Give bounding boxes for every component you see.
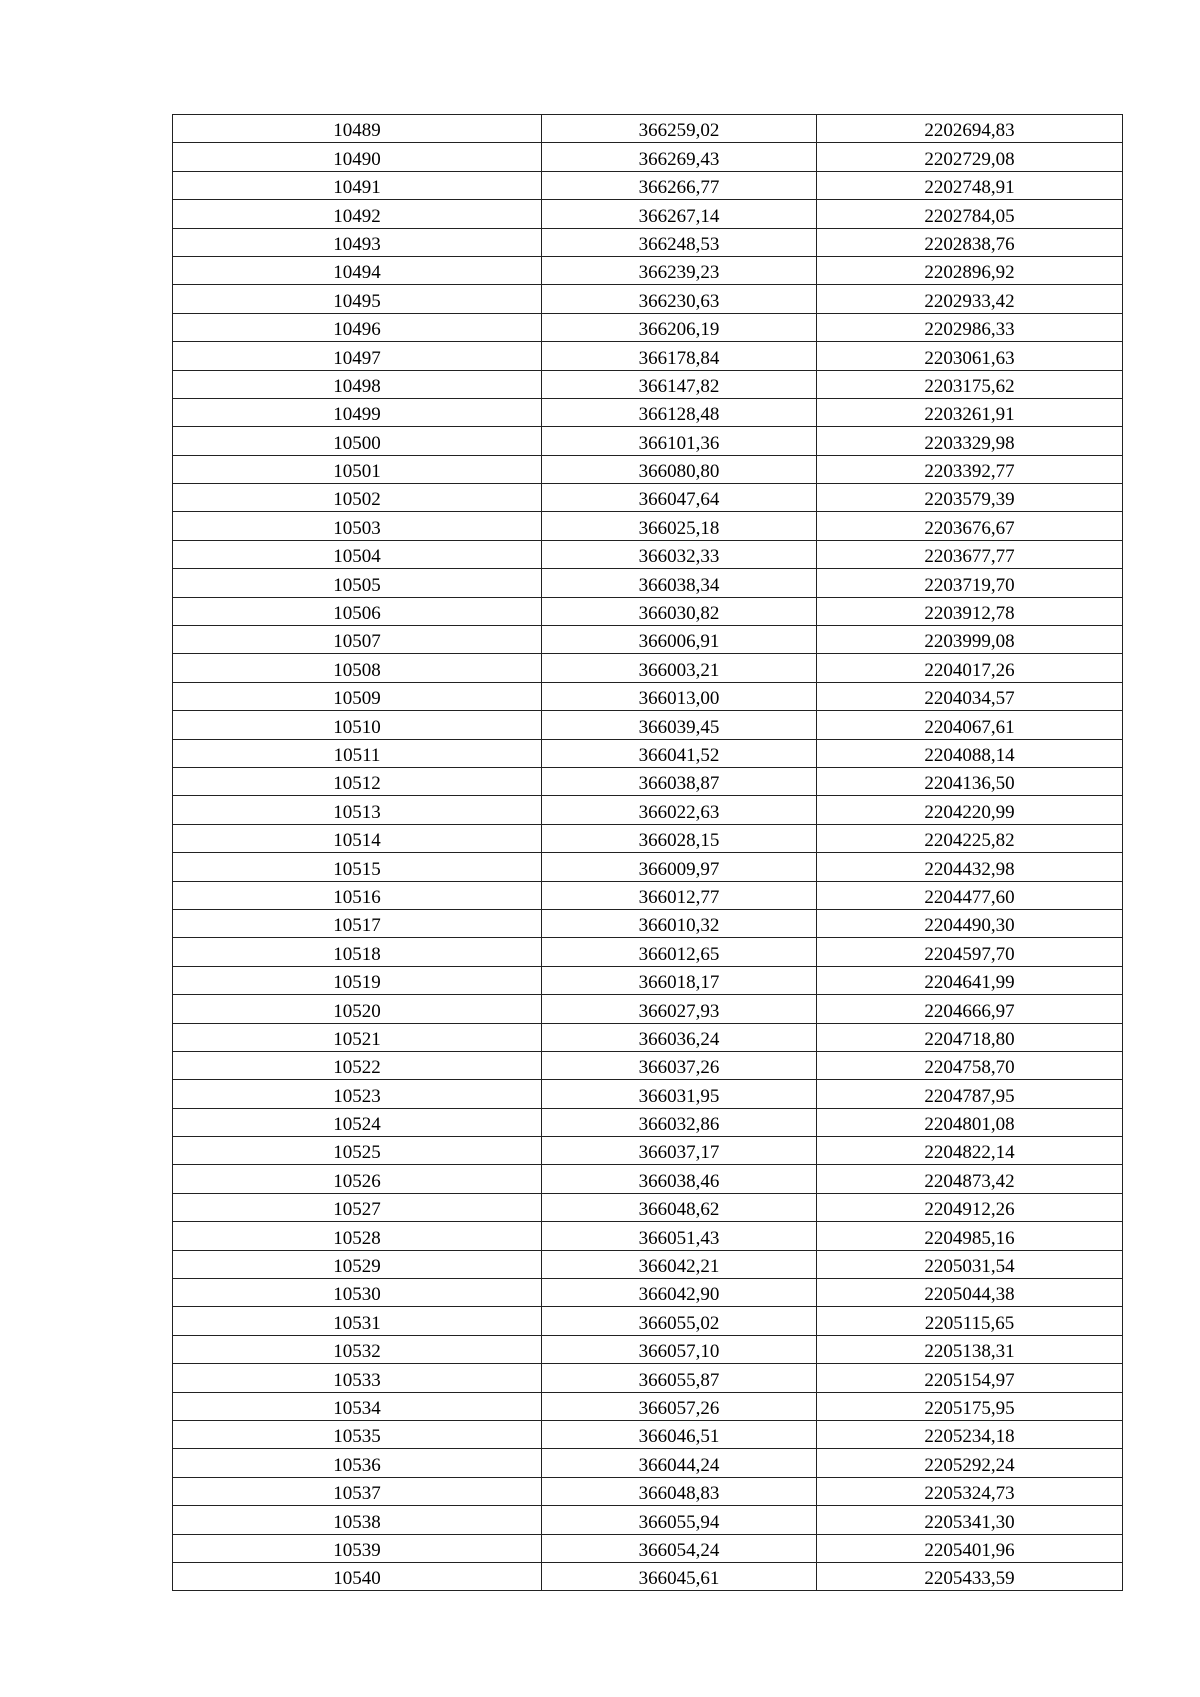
point-number-cell: 10494 bbox=[173, 256, 542, 284]
point-number-cell: 10489 bbox=[173, 115, 542, 143]
table-row bbox=[173, 512, 1123, 540]
y-coordinate-cell: 2204477,60 bbox=[817, 881, 1123, 909]
y-coordinate-cell: 2203329,98 bbox=[817, 427, 1123, 455]
point-number-cell: 10529 bbox=[173, 1250, 542, 1278]
point-number-cell: 10528 bbox=[173, 1222, 542, 1250]
point-number-cell: 10490 bbox=[173, 143, 542, 171]
y-coordinate-cell: 2203676,67 bbox=[817, 512, 1123, 540]
y-coordinate-cell: 2204220,99 bbox=[817, 796, 1123, 824]
y-coordinate-cell: 2204758,70 bbox=[817, 1051, 1123, 1079]
table-row bbox=[173, 1165, 1123, 1193]
point-number-cell: 10519 bbox=[173, 966, 542, 994]
point-number-cell: 10508 bbox=[173, 654, 542, 682]
table-row bbox=[173, 711, 1123, 739]
point-number-cell: 10498 bbox=[173, 370, 542, 398]
table-row bbox=[173, 626, 1123, 654]
coordinates-table-body bbox=[173, 115, 1123, 1591]
x-coordinate-cell: 366055,87 bbox=[542, 1364, 817, 1392]
table-row bbox=[173, 569, 1123, 597]
table-row bbox=[173, 228, 1123, 256]
table-row bbox=[173, 256, 1123, 284]
point-number-cell: 10491 bbox=[173, 171, 542, 199]
y-coordinate-cell: 2203061,63 bbox=[817, 342, 1123, 370]
point-number-cell: 10536 bbox=[173, 1449, 542, 1477]
point-number-cell: 10527 bbox=[173, 1193, 542, 1221]
point-number-cell: 10532 bbox=[173, 1335, 542, 1363]
point-number-cell: 10509 bbox=[173, 682, 542, 710]
y-coordinate-cell: 2204490,30 bbox=[817, 909, 1123, 937]
point-number-cell: 10533 bbox=[173, 1364, 542, 1392]
point-number-cell: 10505 bbox=[173, 569, 542, 597]
point-number-cell: 10522 bbox=[173, 1051, 542, 1079]
point-number-cell: 10516 bbox=[173, 881, 542, 909]
x-coordinate-cell: 366046,51 bbox=[542, 1420, 817, 1448]
table-row bbox=[173, 427, 1123, 455]
point-number-cell: 10515 bbox=[173, 853, 542, 881]
y-coordinate-cell: 2204912,26 bbox=[817, 1193, 1123, 1221]
table-row bbox=[173, 398, 1123, 426]
x-coordinate-cell: 366042,90 bbox=[542, 1279, 817, 1307]
table-row bbox=[173, 143, 1123, 171]
y-coordinate-cell: 2204985,16 bbox=[817, 1222, 1123, 1250]
x-coordinate-cell: 366012,65 bbox=[542, 938, 817, 966]
point-number-cell: 10518 bbox=[173, 938, 542, 966]
y-coordinate-cell: 2205292,24 bbox=[817, 1449, 1123, 1477]
point-number-cell: 10495 bbox=[173, 285, 542, 313]
x-coordinate-cell: 366259,02 bbox=[542, 115, 817, 143]
y-coordinate-cell: 2205154,97 bbox=[817, 1364, 1123, 1392]
point-number-cell: 10499 bbox=[173, 398, 542, 426]
x-coordinate-cell: 366266,77 bbox=[542, 171, 817, 199]
x-coordinate-cell: 366012,77 bbox=[542, 881, 817, 909]
x-coordinate-cell: 366239,23 bbox=[542, 256, 817, 284]
x-coordinate-cell: 366027,93 bbox=[542, 995, 817, 1023]
y-coordinate-cell: 2204666,97 bbox=[817, 995, 1123, 1023]
y-coordinate-cell: 2204136,50 bbox=[817, 767, 1123, 795]
x-coordinate-cell: 366055,94 bbox=[542, 1506, 817, 1534]
y-coordinate-cell: 2203719,70 bbox=[817, 569, 1123, 597]
x-coordinate-cell: 366003,21 bbox=[542, 654, 817, 682]
y-coordinate-cell: 2203392,77 bbox=[817, 455, 1123, 483]
x-coordinate-cell: 366101,36 bbox=[542, 427, 817, 455]
table-row bbox=[173, 1534, 1123, 1562]
table-row bbox=[173, 1279, 1123, 1307]
table-row bbox=[173, 938, 1123, 966]
table-row bbox=[173, 370, 1123, 398]
x-coordinate-cell: 366030,82 bbox=[542, 597, 817, 625]
y-coordinate-cell: 2203677,77 bbox=[817, 540, 1123, 568]
y-coordinate-cell: 2205138,31 bbox=[817, 1335, 1123, 1363]
y-coordinate-cell: 2205341,30 bbox=[817, 1506, 1123, 1534]
x-coordinate-cell: 366038,46 bbox=[542, 1165, 817, 1193]
y-coordinate-cell: 2204597,70 bbox=[817, 938, 1123, 966]
point-number-cell: 10510 bbox=[173, 711, 542, 739]
x-coordinate-cell: 366051,43 bbox=[542, 1222, 817, 1250]
x-coordinate-cell: 366057,10 bbox=[542, 1335, 817, 1363]
y-coordinate-cell: 2205401,96 bbox=[817, 1534, 1123, 1562]
table-row bbox=[173, 1051, 1123, 1079]
y-coordinate-cell: 2205324,73 bbox=[817, 1477, 1123, 1505]
x-coordinate-cell: 366010,32 bbox=[542, 909, 817, 937]
x-coordinate-cell: 366018,17 bbox=[542, 966, 817, 994]
table-row bbox=[173, 1420, 1123, 1448]
table-row bbox=[173, 1364, 1123, 1392]
point-number-cell: 10537 bbox=[173, 1477, 542, 1505]
table-row bbox=[173, 115, 1123, 143]
y-coordinate-cell: 2203175,62 bbox=[817, 370, 1123, 398]
x-coordinate-cell: 366032,86 bbox=[542, 1108, 817, 1136]
table-row bbox=[173, 654, 1123, 682]
table-row bbox=[173, 682, 1123, 710]
table-row bbox=[173, 767, 1123, 795]
x-coordinate-cell: 366055,02 bbox=[542, 1307, 817, 1335]
x-coordinate-cell: 366044,24 bbox=[542, 1449, 817, 1477]
x-coordinate-cell: 366080,80 bbox=[542, 455, 817, 483]
y-coordinate-cell: 2204432,98 bbox=[817, 853, 1123, 881]
y-coordinate-cell: 2203579,39 bbox=[817, 484, 1123, 512]
x-coordinate-cell: 366048,62 bbox=[542, 1193, 817, 1221]
x-coordinate-cell: 366248,53 bbox=[542, 228, 817, 256]
x-coordinate-cell: 366032,33 bbox=[542, 540, 817, 568]
point-number-cell: 10507 bbox=[173, 626, 542, 654]
point-number-cell: 10500 bbox=[173, 427, 542, 455]
y-coordinate-cell: 2205044,38 bbox=[817, 1279, 1123, 1307]
table-row bbox=[173, 1449, 1123, 1477]
y-coordinate-cell: 2203912,78 bbox=[817, 597, 1123, 625]
point-number-cell: 10502 bbox=[173, 484, 542, 512]
x-coordinate-cell: 366048,83 bbox=[542, 1477, 817, 1505]
y-coordinate-cell: 2204787,95 bbox=[817, 1080, 1123, 1108]
point-number-cell: 10504 bbox=[173, 540, 542, 568]
y-coordinate-cell: 2204641,99 bbox=[817, 966, 1123, 994]
y-coordinate-cell: 2204017,26 bbox=[817, 654, 1123, 682]
x-coordinate-cell: 366022,63 bbox=[542, 796, 817, 824]
point-number-cell: 10530 bbox=[173, 1279, 542, 1307]
point-number-cell: 10492 bbox=[173, 200, 542, 228]
x-coordinate-cell: 366054,24 bbox=[542, 1534, 817, 1562]
x-coordinate-cell: 366269,43 bbox=[542, 143, 817, 171]
table-row bbox=[173, 796, 1123, 824]
point-number-cell: 10534 bbox=[173, 1392, 542, 1420]
point-number-cell: 10520 bbox=[173, 995, 542, 1023]
x-coordinate-cell: 366025,18 bbox=[542, 512, 817, 540]
y-coordinate-cell: 2204801,08 bbox=[817, 1108, 1123, 1136]
point-number-cell: 10540 bbox=[173, 1562, 542, 1590]
table-row bbox=[173, 313, 1123, 341]
point-number-cell: 10535 bbox=[173, 1420, 542, 1448]
table-row bbox=[173, 739, 1123, 767]
table-row bbox=[173, 597, 1123, 625]
x-coordinate-cell: 366128,48 bbox=[542, 398, 817, 426]
point-number-cell: 10526 bbox=[173, 1165, 542, 1193]
y-coordinate-cell: 2204822,14 bbox=[817, 1137, 1123, 1165]
table-row bbox=[173, 881, 1123, 909]
table-row bbox=[173, 1137, 1123, 1165]
table-row bbox=[173, 1023, 1123, 1051]
y-coordinate-cell: 2205175,95 bbox=[817, 1392, 1123, 1420]
table-row bbox=[173, 1080, 1123, 1108]
point-number-cell: 10531 bbox=[173, 1307, 542, 1335]
table-row bbox=[173, 285, 1123, 313]
y-coordinate-cell: 2205115,65 bbox=[817, 1307, 1123, 1335]
y-coordinate-cell: 2202748,91 bbox=[817, 171, 1123, 199]
y-coordinate-cell: 2203261,91 bbox=[817, 398, 1123, 426]
x-coordinate-cell: 366047,64 bbox=[542, 484, 817, 512]
x-coordinate-cell: 366028,15 bbox=[542, 824, 817, 852]
point-number-cell: 10503 bbox=[173, 512, 542, 540]
table-row bbox=[173, 1335, 1123, 1363]
point-number-cell: 10523 bbox=[173, 1080, 542, 1108]
y-coordinate-cell: 2205433,59 bbox=[817, 1562, 1123, 1590]
y-coordinate-cell: 2204034,57 bbox=[817, 682, 1123, 710]
y-coordinate-cell: 2202784,05 bbox=[817, 200, 1123, 228]
point-number-cell: 10524 bbox=[173, 1108, 542, 1136]
point-number-cell: 10512 bbox=[173, 767, 542, 795]
y-coordinate-cell: 2204067,61 bbox=[817, 711, 1123, 739]
y-coordinate-cell: 2204088,14 bbox=[817, 739, 1123, 767]
y-coordinate-cell: 2205234,18 bbox=[817, 1420, 1123, 1448]
x-coordinate-cell: 366042,21 bbox=[542, 1250, 817, 1278]
y-coordinate-cell: 2202986,33 bbox=[817, 313, 1123, 341]
y-coordinate-cell: 2202933,42 bbox=[817, 285, 1123, 313]
y-coordinate-cell: 2204873,42 bbox=[817, 1165, 1123, 1193]
y-coordinate-cell: 2204718,80 bbox=[817, 1023, 1123, 1051]
table-row bbox=[173, 1392, 1123, 1420]
x-coordinate-cell: 366037,26 bbox=[542, 1051, 817, 1079]
table-row bbox=[173, 824, 1123, 852]
table-row bbox=[173, 540, 1123, 568]
x-coordinate-cell: 366031,95 bbox=[542, 1080, 817, 1108]
point-number-cell: 10514 bbox=[173, 824, 542, 852]
x-coordinate-cell: 366041,52 bbox=[542, 739, 817, 767]
point-number-cell: 10521 bbox=[173, 1023, 542, 1051]
x-coordinate-cell: 366206,19 bbox=[542, 313, 817, 341]
table-row bbox=[173, 995, 1123, 1023]
table-row bbox=[173, 1562, 1123, 1590]
point-number-cell: 10513 bbox=[173, 796, 542, 824]
y-coordinate-cell: 2202838,76 bbox=[817, 228, 1123, 256]
y-coordinate-cell: 2202729,08 bbox=[817, 143, 1123, 171]
point-number-cell: 10539 bbox=[173, 1534, 542, 1562]
x-coordinate-cell: 366038,34 bbox=[542, 569, 817, 597]
x-coordinate-cell: 366036,24 bbox=[542, 1023, 817, 1051]
x-coordinate-cell: 366230,63 bbox=[542, 285, 817, 313]
x-coordinate-cell: 366045,61 bbox=[542, 1562, 817, 1590]
point-number-cell: 10506 bbox=[173, 597, 542, 625]
y-coordinate-cell: 2204225,82 bbox=[817, 824, 1123, 852]
x-coordinate-cell: 366267,14 bbox=[542, 200, 817, 228]
coordinates-table bbox=[172, 114, 1123, 1591]
y-coordinate-cell: 2203999,08 bbox=[817, 626, 1123, 654]
table-row bbox=[173, 342, 1123, 370]
point-number-cell: 10538 bbox=[173, 1506, 542, 1534]
table-row bbox=[173, 1222, 1123, 1250]
x-coordinate-cell: 366037,17 bbox=[542, 1137, 817, 1165]
x-coordinate-cell: 366147,82 bbox=[542, 370, 817, 398]
point-number-cell: 10501 bbox=[173, 455, 542, 483]
x-coordinate-cell: 366057,26 bbox=[542, 1392, 817, 1420]
table-row bbox=[173, 171, 1123, 199]
point-number-cell: 10493 bbox=[173, 228, 542, 256]
x-coordinate-cell: 366006,91 bbox=[542, 626, 817, 654]
x-coordinate-cell: 366038,87 bbox=[542, 767, 817, 795]
table-row bbox=[173, 853, 1123, 881]
point-number-cell: 10517 bbox=[173, 909, 542, 937]
point-number-cell: 10497 bbox=[173, 342, 542, 370]
table-row bbox=[173, 1193, 1123, 1221]
y-coordinate-cell: 2202694,83 bbox=[817, 115, 1123, 143]
x-coordinate-cell: 366013,00 bbox=[542, 682, 817, 710]
table-row bbox=[173, 1477, 1123, 1505]
table-row bbox=[173, 484, 1123, 512]
table-row bbox=[173, 1307, 1123, 1335]
point-number-cell: 10496 bbox=[173, 313, 542, 341]
y-coordinate-cell: 2205031,54 bbox=[817, 1250, 1123, 1278]
table-row bbox=[173, 1506, 1123, 1534]
point-number-cell: 10511 bbox=[173, 739, 542, 767]
y-coordinate-cell: 2202896,92 bbox=[817, 256, 1123, 284]
table-row bbox=[173, 1108, 1123, 1136]
point-number-cell: 10525 bbox=[173, 1137, 542, 1165]
table-row bbox=[173, 200, 1123, 228]
table-row bbox=[173, 455, 1123, 483]
table-row bbox=[173, 1250, 1123, 1278]
table-row bbox=[173, 966, 1123, 994]
x-coordinate-cell: 366009,97 bbox=[542, 853, 817, 881]
x-coordinate-cell: 366039,45 bbox=[542, 711, 817, 739]
x-coordinate-cell: 366178,84 bbox=[542, 342, 817, 370]
table-row bbox=[173, 909, 1123, 937]
